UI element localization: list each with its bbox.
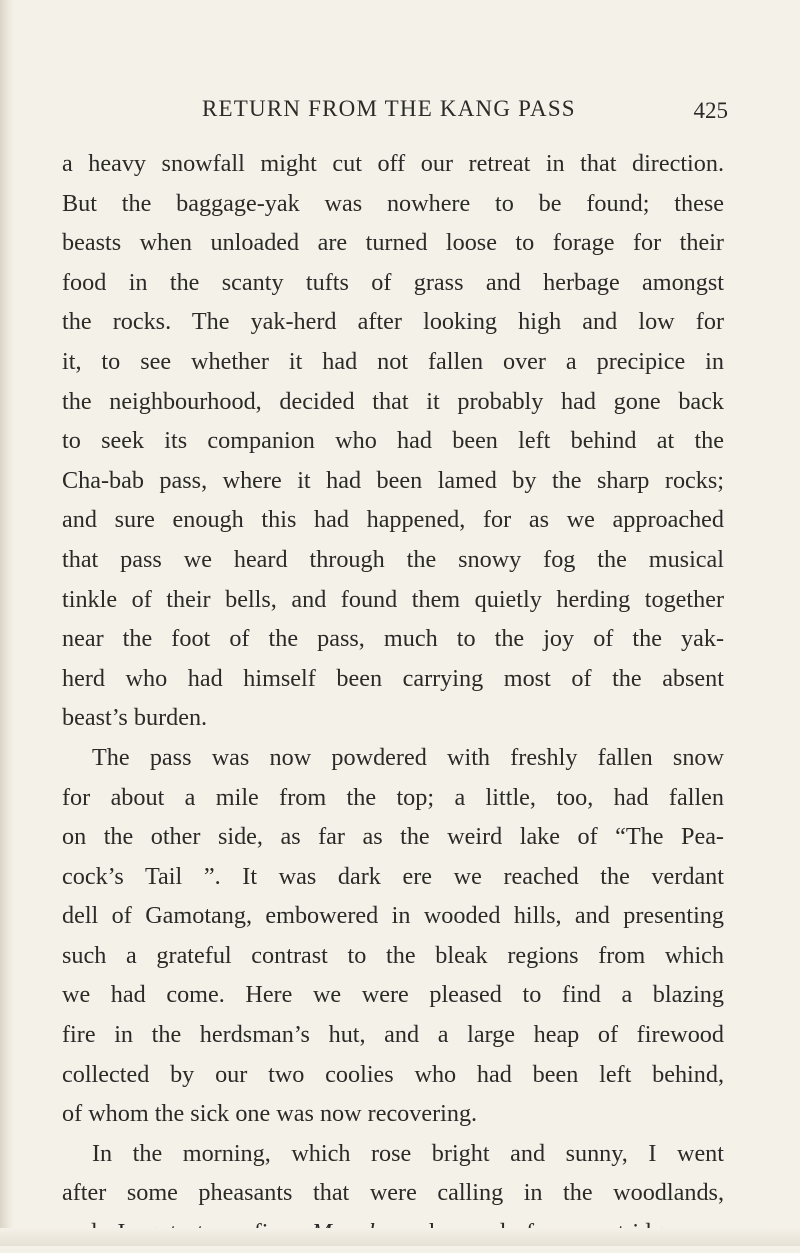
text-line: But the baggage-yak was nowhere to be found; these [62,189,724,217]
text-line: beasts when unloaded are turned loose to forage for their [62,229,724,257]
text-line: to seek its companion who had been left behind at the [62,427,724,455]
text-line: fire in the herdsman’s hut, and a large heap of firewood [62,1021,724,1049]
text-line: food in the scanty tufts of grass and herbage amongst [62,268,724,296]
text-line: on the other side, as far as the weird lake of “The Pea- [62,823,724,851]
text-line: beast’s burden. [62,704,208,732]
text-line: it, to see whether it had not fallen over a precipice in [62,347,724,375]
text-line: of whom the sick one was now recovering. [62,1100,478,1128]
body-text [62,144,724,1253]
text-line: a heavy snowfall might cut off our retreat in that direction. [62,150,724,177]
page-edge-shadow [0,0,14,1246]
page-number: 425 [693,98,728,123]
text-line: that pass we heard through the snowy fog the musical [62,545,724,573]
text-line: after some pheasants that were calling in the woodlands, [62,1179,724,1207]
text-line: Cha-bab pass, where it had been lamed by the sharp rocks; [62,466,724,494]
text-line: the neighbourhood, decided that it probably had gone back [62,387,724,415]
running-title: RETURN FROM THE KANG PASS [202,96,576,121]
text-line: herd who had himself been carrying most of the absent [62,664,724,692]
running-head [62,96,728,130]
text-line: tinkle of their bells, and found them quietly herding together [62,585,724,613]
text-line: cock’s Tail ”. It was dark ere we reached the verdant [62,862,724,890]
paragraph-start-line: The pass was now powdered with freshly fallen snow [92,743,724,771]
text-line: dell of Gamotang, embowered in wooded hills, and presenting [62,902,724,930]
text-line: the rocks. The yak-herd after looking high and low for [62,308,724,336]
text-line: and sure enough this had happened, for as we approached [62,506,724,534]
paragraph-start-line: In the morning, which rose bright and sunny, I went [92,1139,724,1167]
text-line: we had come. Here we were pleased to find a blazing [62,981,724,1009]
text-line: near the foot of the pass, much to the joy of the yak- [62,625,724,653]
page-bottom-shadow [0,1228,800,1246]
text-line: for about a mile from the top; a little, too, had fallen [62,783,724,811]
text-line: such a grateful contrast to the bleak regions from which [62,941,724,969]
text-line: collected by our two coolies who had been left behind, [62,1060,724,1088]
